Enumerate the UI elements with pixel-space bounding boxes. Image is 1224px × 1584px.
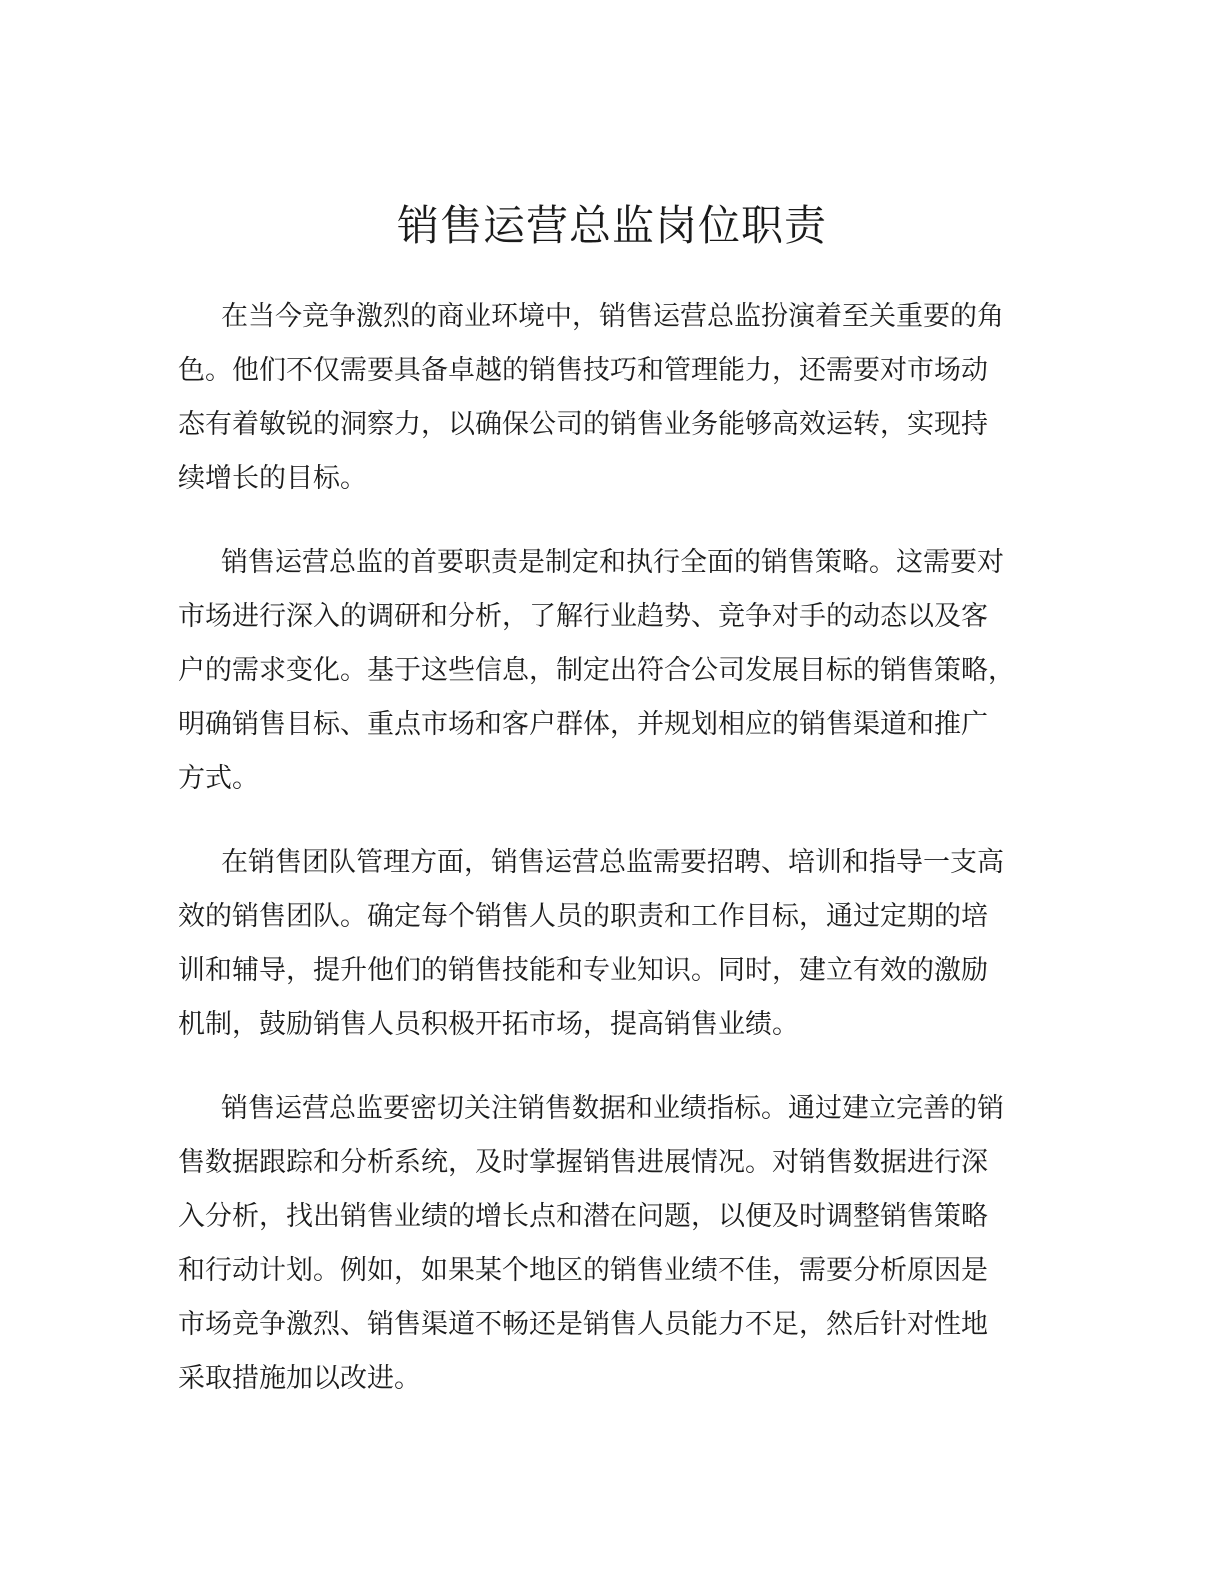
paragraph-line: 入分析，找出销售业绩的增长点和潜在问题，以便及时调整销售策略 xyxy=(178,1201,988,1232)
paragraph-strategy xyxy=(178,536,1058,806)
paragraph-line: 态有着敏锐的洞察力，以确保公司的销售业务能够高效运转，实现持 xyxy=(178,409,988,440)
paragraph-line: 市场进行深入的调研和分析，了解行业趋势、竞争对手的动态以及客 xyxy=(178,601,988,632)
paragraph-line: 采取措施加以改进。 xyxy=(178,1363,421,1394)
paragraph-line: 和行动计划。例如，如果某个地区的销售业绩不佳，需要分析原因是 xyxy=(178,1255,988,1286)
paragraph-line: 销售运营总监要密切关注销售数据和业绩指标。通过建立完善的销 xyxy=(221,1093,1004,1124)
paragraph-team-management xyxy=(178,836,1058,1052)
paragraph-intro xyxy=(178,290,1058,506)
paragraph-line: 续增长的目标。 xyxy=(178,463,367,494)
paragraph-line: 机制，鼓励销售人员积极开拓市场，提高销售业绩。 xyxy=(178,1009,799,1040)
paragraph-line: 市场竞争激烈、销售渠道不畅还是销售人员能力不足，然后针对性地 xyxy=(178,1309,988,1340)
paragraph-data-analysis xyxy=(178,1082,1058,1406)
paragraph-line: 在销售团队管理方面，销售运营总监需要招聘、培训和指导一支高 xyxy=(221,847,1004,878)
paragraph-line: 训和辅导，提升他们的销售技能和专业知识。同时，建立有效的激励 xyxy=(178,955,988,986)
paragraph-line: 色。他们不仅需要具备卓越的销售技巧和管理能力，还需要对市场动 xyxy=(178,355,988,386)
document-title: 销售运营总监岗位职责 xyxy=(396,201,827,250)
document-body xyxy=(178,290,1058,1436)
paragraph-line: 销售运营总监的首要职责是制定和执行全面的销售策略。这需要对 xyxy=(221,547,1004,578)
paragraph-line: 效的销售团队。确定每个销售人员的职责和工作目标，通过定期的培 xyxy=(178,901,988,932)
paragraph-line: 明确销售目标、重点市场和客户群体，并规划相应的销售渠道和推广 xyxy=(178,709,988,740)
paragraph-line: 售数据跟踪和分析系统，及时掌握销售进展情况。对销售数据进行深 xyxy=(178,1147,988,1178)
paragraph-line: 方式。 xyxy=(178,763,259,794)
paragraph-line: 户的需求变化。基于这些信息，制定出符合公司发展目标的销售策略， xyxy=(178,655,1015,686)
paragraph-line: 在当今竞争激烈的商业环境中，销售运营总监扮演着至关重要的角 xyxy=(221,301,1004,332)
